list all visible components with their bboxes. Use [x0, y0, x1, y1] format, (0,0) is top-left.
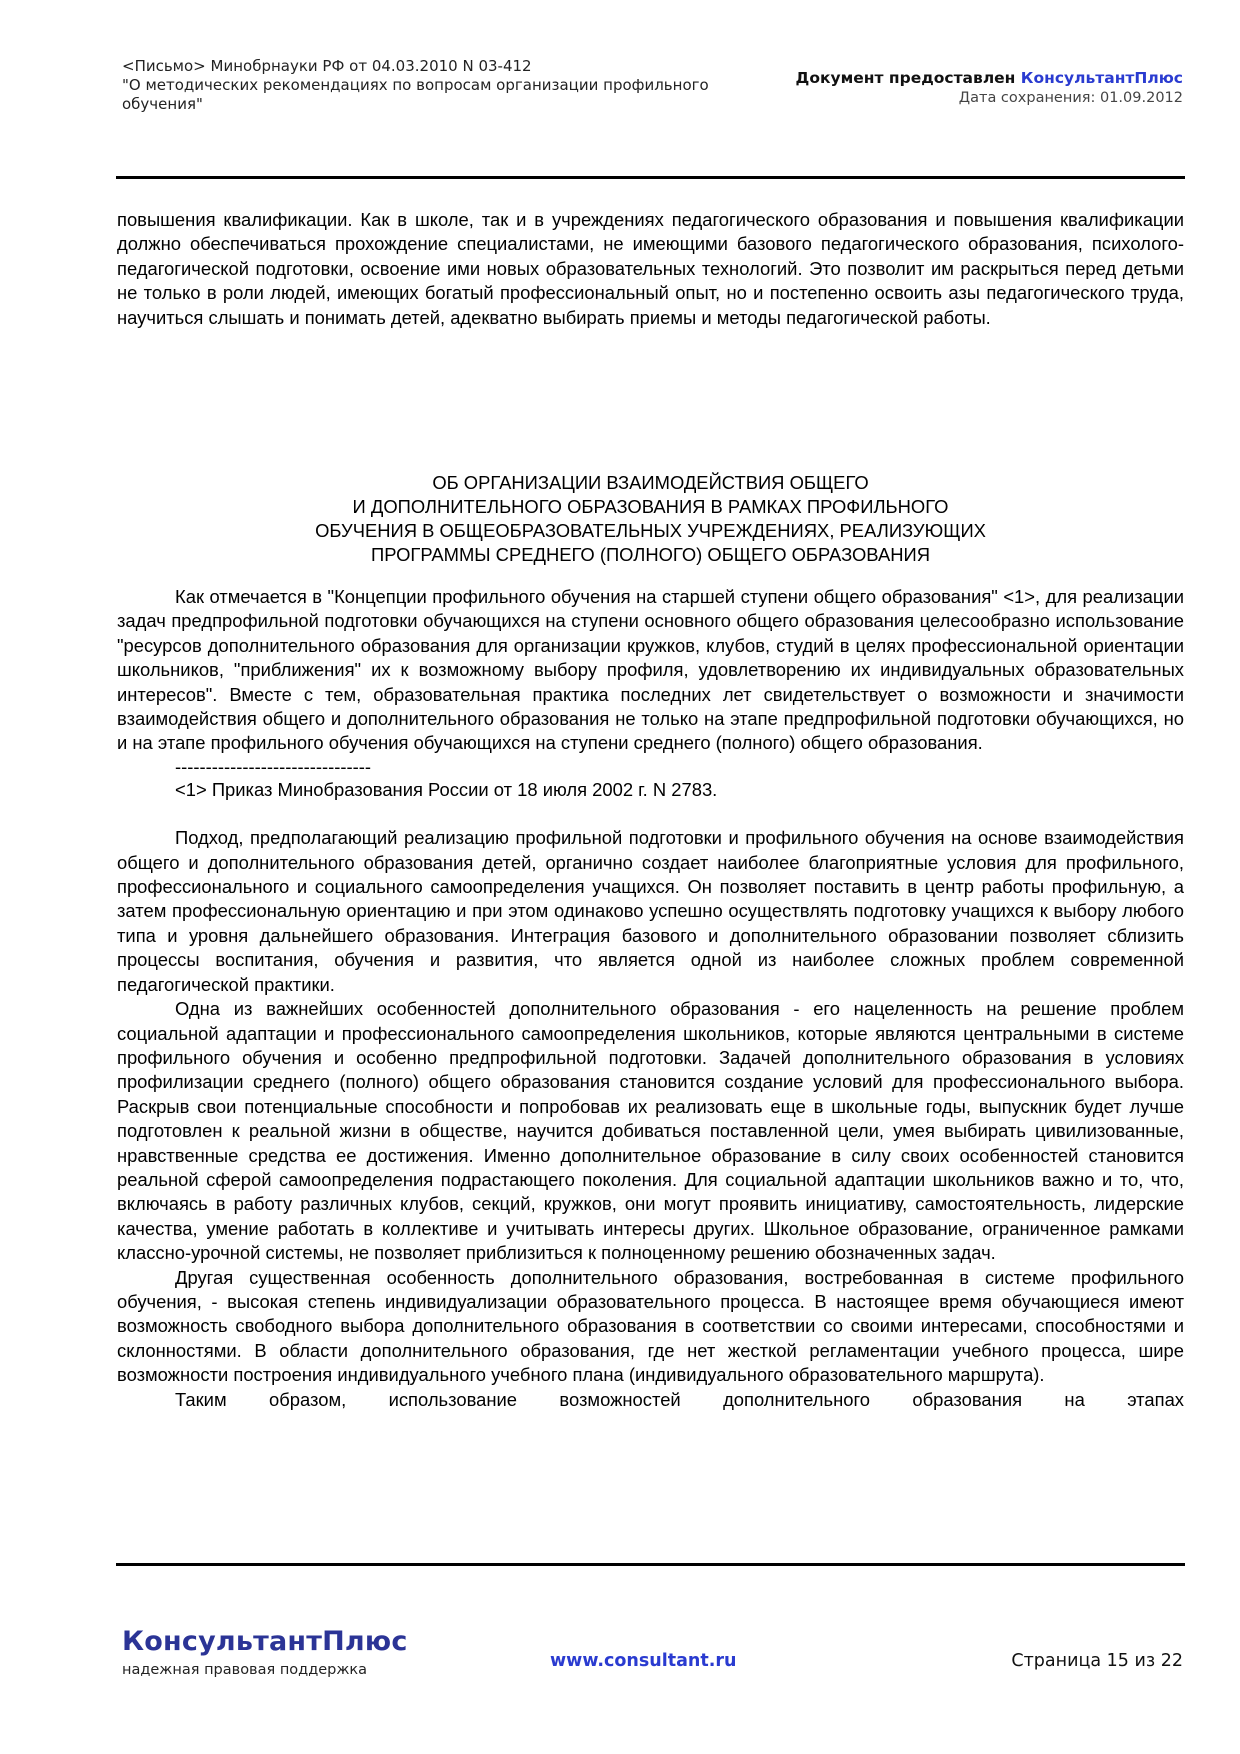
paragraph: Подход, предполагающий реализацию профильной подготовки и профильного обучения на основе взаимодействия общего и дополнительного образования детей, органично создает наиболее благоприятные условия для профильного, профессионального и социального самоопределения учащихся. Он позволяет поставить в центр работы профильную, а затем профессиональную ориентацию и при этом одинаково успешно осуществлять подготовку учащихся к выбору любого типа и уровня дальнейшего образования. Интеграция базового и дополнительного образовании позволяет сблизить процессы воспитания, обучения и развития, что является одной из наиболее сложных проблем современной педагогической практики.: [117, 827, 1184, 995]
section-title-line: ОБ ОРГАНИЗАЦИИ ВЗАИМОДЕЙСТВИЯ ОБЩЕГО: [432, 472, 869, 493]
header-line: <Письмо> Минобрнауки РФ от 04.03.2010 N 03-412: [122, 57, 532, 75]
header-divider: [116, 176, 1185, 179]
header-line: обучения": [122, 95, 203, 113]
document-header-provider: [796, 68, 1183, 108]
paragraph: Как отмечается в "Концепции профильного обучения на старшей ступени общего образования" <1>, для реализации задач предпрофильной подготовки обучающихся на ступени основного общего образования целесообразно использование "ресурсов дополнительного образования для организации кружков, клубов, студий в целях профессиональной ориентации школьников, "приближения" их к возможному выбору профиля, удовлетворению их индивидуальных образовательных интересов". Вместе с тем, образовательная практика последних лет свидетельствует о возможности и значимости взаимодействия общего и дополнительного образования не только на этапе предпрофильной подготовки обучающихся, но и на этапе профильного обучения обучающихся на ступени среднего (полного) общего образования.: [117, 586, 1184, 754]
page-number: Страница 15 из 22: [1011, 1651, 1183, 1671]
paragraph: Таким образом, использование возможностей дополнительного образования на этапах: [175, 1388, 1184, 1410]
section-title-line: ОБУЧЕНИЯ В ОБЩЕОБРАЗОВАТЕЛЬНЫХ УЧРЕЖДЕНИЯХ, РЕАЛИЗУЮЩИХ: [315, 520, 986, 541]
footer-divider: [116, 1563, 1185, 1566]
footnote-separator: --------------------------------: [175, 755, 371, 777]
logo-name: КонсультантПлюс: [122, 1626, 408, 1657]
provided-by-line: [796, 68, 1183, 88]
section-title-line: И ДОПОЛНИТЕЛЬНОГО ОБРАЗОВАНИЯ В РАМКАХ ПРОФИЛЬНОГО: [352, 496, 949, 517]
intro-text-block: [117, 208, 1184, 330]
main-text-block: [117, 585, 1184, 1412]
provided-prefix: Документ предоставлен: [795, 69, 1021, 87]
footnote: <1> Приказ Минобразования России от 18 июля 2002 г. N 2783.: [175, 778, 718, 800]
blank-line: [117, 802, 1184, 826]
intro-paragraph: повышения квалификации. Как в школе, так и в учреждениях педагогического образования и повышения квалификации должно обеспечиваться прохождение специалистами, не имеющими базового педагогического образования, психолого-педагогической подготовки, освоение ими новых образовательных технологий. Это позволит им раскрыться перед детьми не только в роли людей, имеющих богатый профессиональный опыт, но и постепенно освоить азы педагогического труда, научиться слышать и понимать детей, адекватно выбирать приемы и методы педагогической работы.: [117, 209, 1184, 328]
section-title: [117, 471, 1184, 567]
header-line: "О методических рекомендациях по вопросам организации профильного: [122, 76, 709, 94]
provider-brand-link[interactable]: КонсультантПлюс: [1020, 69, 1183, 87]
consultant-logo: [122, 1626, 408, 1680]
website-link[interactable]: www.consultant.ru: [550, 1651, 737, 1671]
document-header-reference: [122, 57, 722, 114]
logo-tagline: надежная правовая поддержка: [122, 1662, 368, 1678]
paragraph: Одна из важнейших особенностей дополнительного образования - его нацеленность на решение проблем социальной адаптации и профессионального самоопределения школьников, которые являются центральными в системе профильного обучения и особенно предпрофильной подготовки. Задачей дополнительного образования в условиях профилизации среднего (полного) общего образования становится создание условий для профессионального выбора. Раскрыв свои потенциальные способности и попробовав их реализовать еще в школьные годы, выпускник будет лучше подготовлен к реальной жизни в обществе, научится добиваться поставленной цели, умея выбирать цивилизованные, нравственные средства ее достижения. Именно дополнительное образование в силу своих особенностей становится реальной сферой самоопределения подрастающего поколения. Для социальной адаптации школьников важно и то, что, включаясь в работу различных клубов, секций, кружков, они могут проявить инициативу, самостоятельность, лидерские качества, умение работать в коллективе и учитывать интересы других. Школьное образование, ограниченное рамками классно-урочной системы, не позволяет приблизиться к полноценному решению обозначенных задач.: [117, 998, 1184, 1264]
section-title-line: ПРОГРАММЫ СРЕДНЕГО (ПОЛНОГО) ОБЩЕГО ОБРАЗОВАНИЯ: [371, 544, 930, 565]
save-date: Дата сохранения: 01.09.2012: [958, 90, 1183, 106]
paragraph: Другая существенная особенность дополнительного образования, востребованная в системе профильного обучения, - высокая степень индивидуализации образовательного процесса. В настоящее время обучающиеся имеют возможность свободного выбора дополнительного образования в соответствии со своими интересами, способностями и склонностями. В области дополнительного образования, где нет жесткой регламентации учебного процесса, шире возможности построения индивидуального учебного плана (индивидуального образовательного маршрута).: [117, 1266, 1184, 1386]
